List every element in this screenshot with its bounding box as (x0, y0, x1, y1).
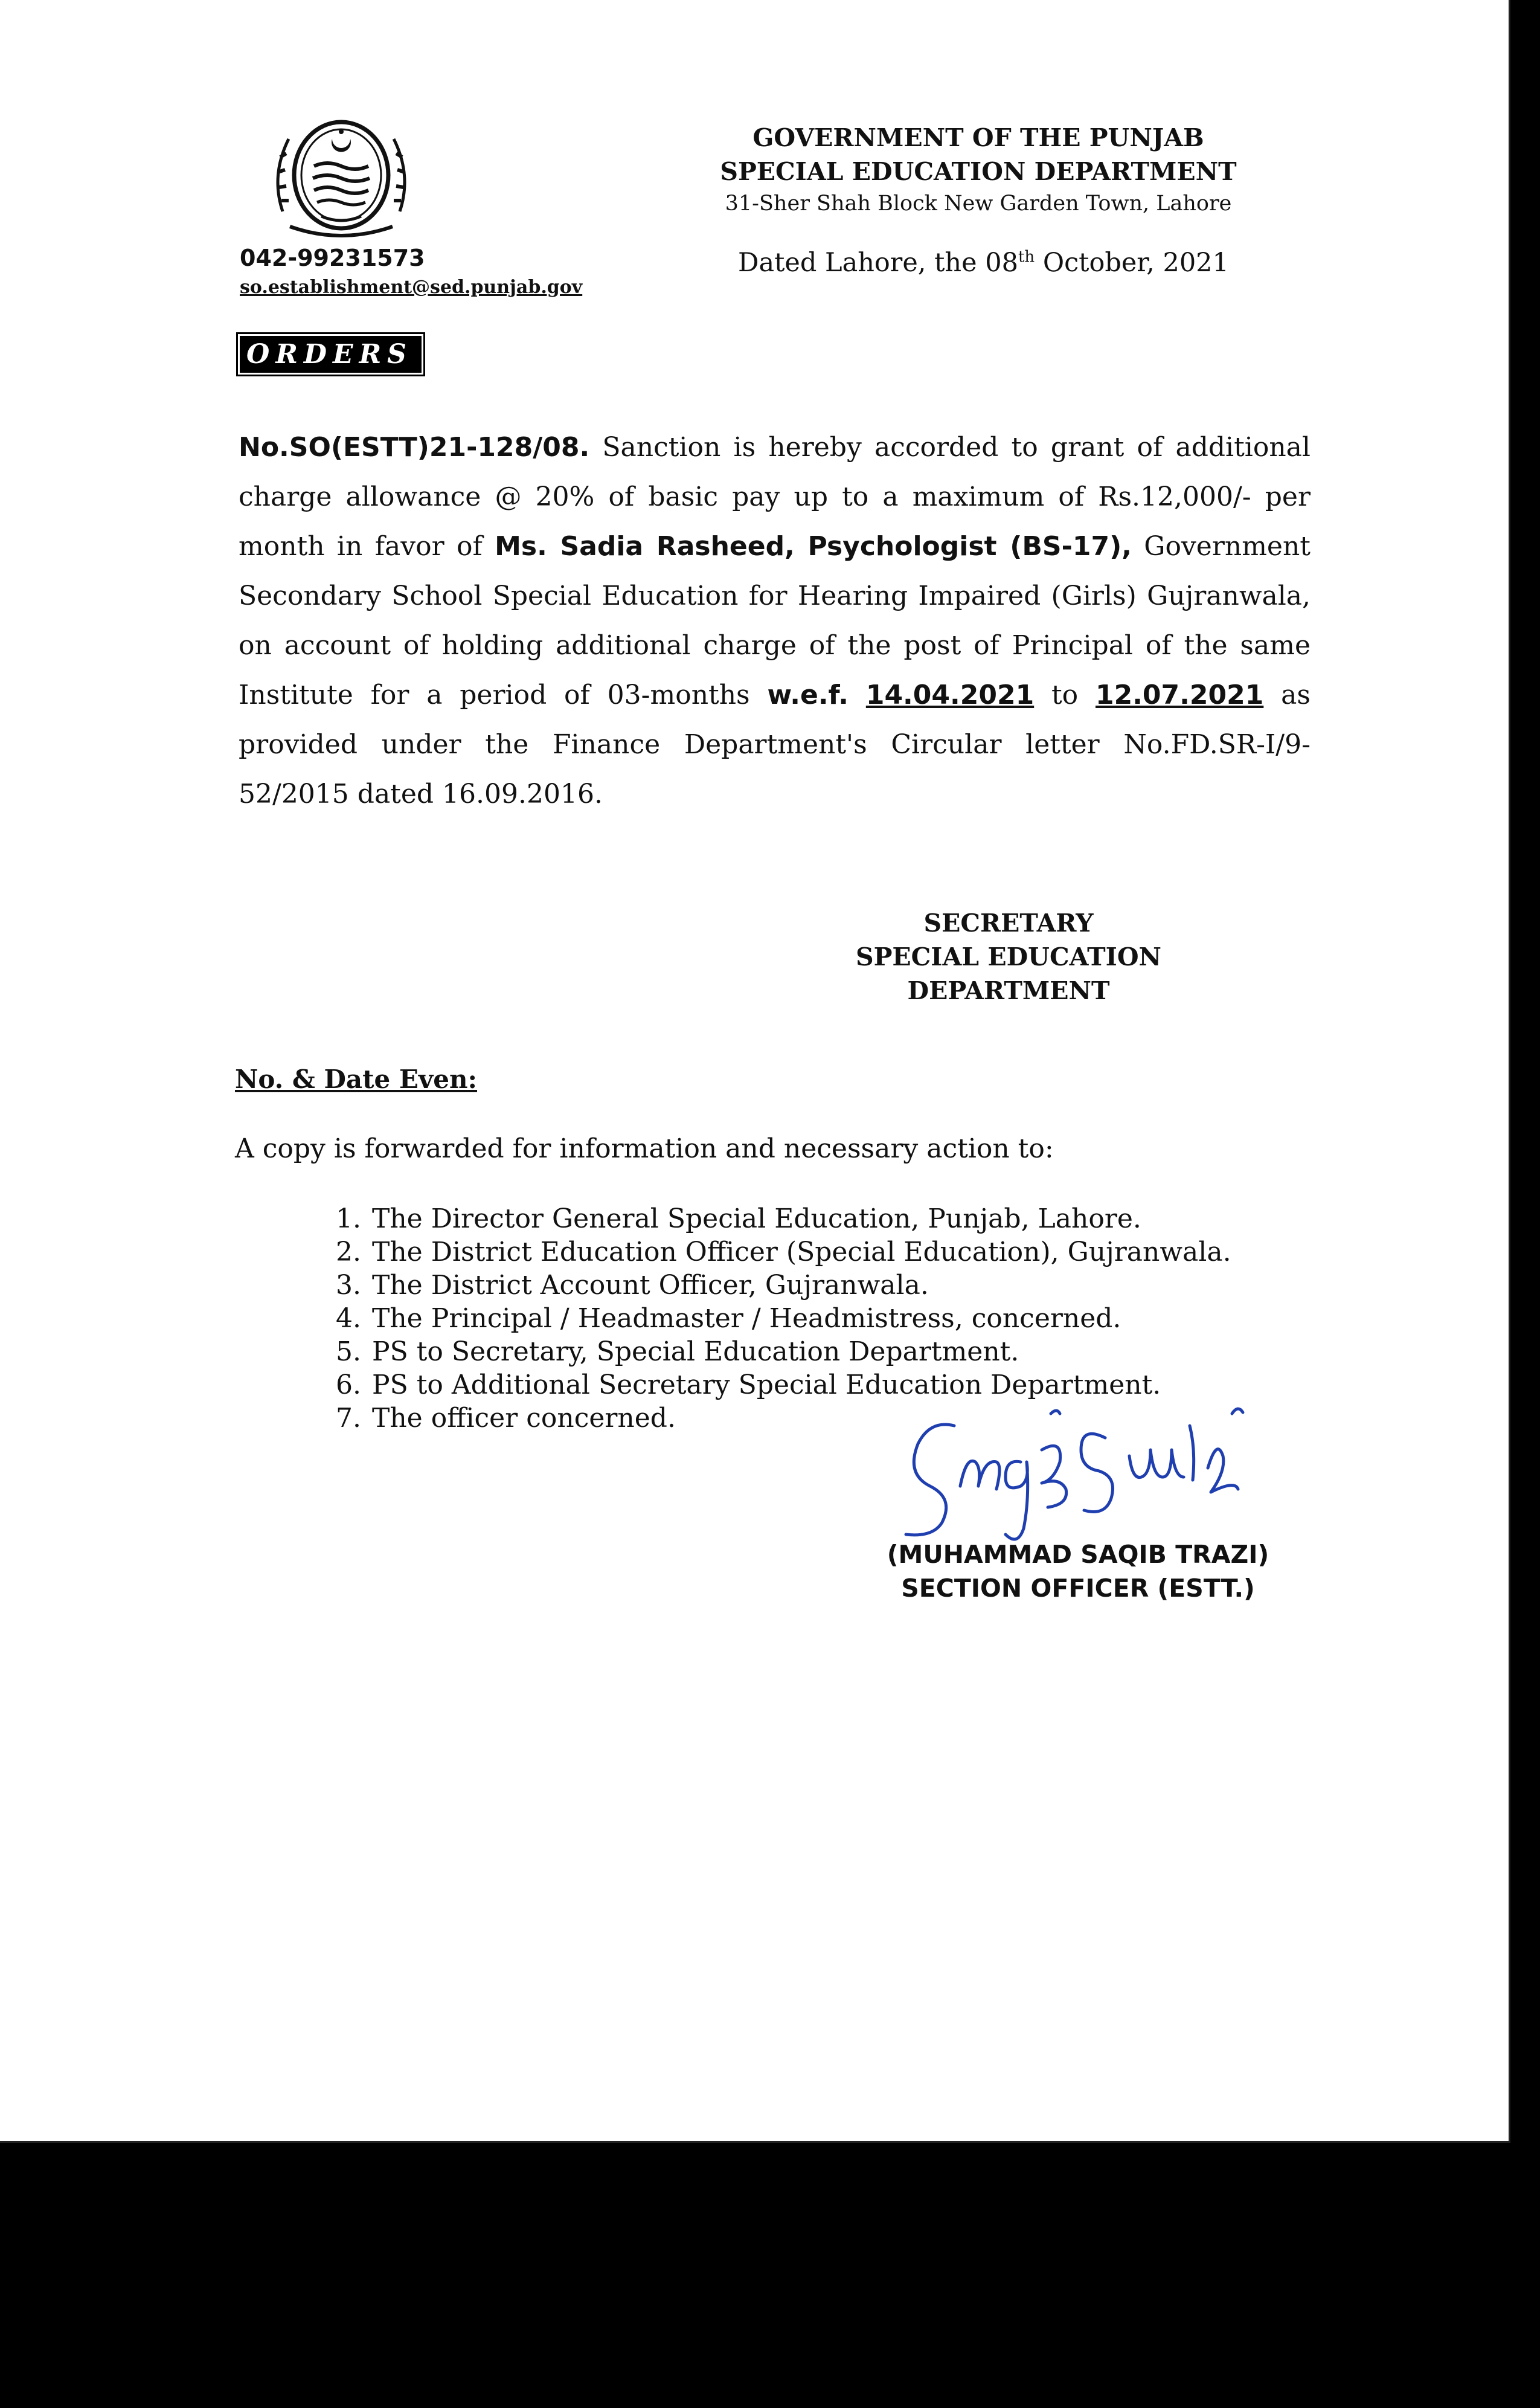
wef-label: w.e.f. (767, 680, 849, 710)
order-number: No.SO(ESTT)21-128/08. (239, 432, 590, 463)
date-suffix-sup: th (1018, 248, 1035, 266)
list-item (314, 1235, 1341, 1269)
list-item-text: PS to Secretary, Special Education Department. (372, 1336, 1019, 1367)
copy-forwarded-line: A copy is forwarded for information and necessary action to: (235, 1133, 1054, 1164)
no-date-even-heading: No. & Date Even: (235, 1064, 478, 1094)
government-title: GOVERNMENT OF THE PUNJAB (752, 123, 1204, 152)
section-officer-block (861, 1537, 1295, 1605)
list-item-number: 4. (336, 1303, 361, 1334)
secretary-signature-block (821, 906, 1196, 1008)
list-item-number: 3. (336, 1270, 361, 1301)
order-text-3: as provided under the Finance Department's Circular letter No.FD.SR-I/9-52/2015 dated 16.09.2016. (239, 680, 1311, 810)
signer-title: SECTION OFFICER (ESTT.) (901, 1574, 1255, 1603)
letter-date (738, 248, 1229, 278)
order-text-2: Government Secondary School Special Education for Hearing Impaired (Girls) Gujranwala, on account of holding additional charge of the post of Principal of the same Institute for a period of 03-months (239, 531, 1311, 710)
to-word: to (1034, 680, 1096, 710)
list-item-text: The Director General Special Education, Punjab, Lahore. (372, 1203, 1141, 1234)
orders-heading: ORDERS (240, 336, 422, 373)
date-prefix: Dated Lahore, the 08 (738, 248, 1018, 278)
list-item-number: 7. (336, 1403, 361, 1434)
secretary-line-1: SECRETARY (923, 909, 1094, 938)
list-item-text: PS to Additional Secretary Special Education Department. (372, 1370, 1161, 1400)
order-paragraph (239, 423, 1311, 819)
order-text-1: Sanction is hereby accorded to grant of additional charge allowance @ 20% of basic pay up to a maximum of Rs.12,000/- per month in favor of (239, 432, 1311, 562)
list-item (314, 1269, 1341, 1302)
department-title: SPECIAL EDUCATION DEPARTMENT (720, 157, 1237, 186)
department-address: 31-Sher Shah Block New Garden Town, Lahore (725, 192, 1232, 216)
list-item (314, 1202, 1341, 1235)
list-item-number: 6. (336, 1370, 361, 1400)
date-to: 12.07.2021 (1095, 680, 1264, 710)
secretary-line-3: DEPARTMENT (907, 976, 1110, 1005)
phone-number: 042-99231573 (240, 245, 425, 271)
punjab-seal-logo (266, 109, 417, 242)
person-name: Ms. Sadia Rasheed, Psychologist (BS-17), (495, 531, 1132, 562)
list-item-number: 2. (336, 1237, 361, 1267)
date-month-year: October, 2021 (1035, 248, 1229, 278)
list-item-text: The Principal / Headmaster / Headmistress, concerned. (372, 1303, 1121, 1334)
list-item-number: 5. (336, 1336, 361, 1367)
letterhead (664, 121, 1292, 219)
list-item (314, 1302, 1341, 1335)
list-item-text: The District Education Officer (Special Education), Gujranwala. (372, 1237, 1231, 1267)
list-item-text: The officer concerned. (372, 1403, 676, 1434)
email-address[interactable]: so.establishment@sed.punjab.gov (240, 277, 583, 298)
secretary-line-2: SPECIAL EDUCATION (855, 942, 1162, 971)
list-item-text: The District Account Officer, Gujranwala. (372, 1270, 929, 1301)
date-from: 14.04.2021 (865, 680, 1035, 710)
list-item-number: 1. (336, 1203, 361, 1234)
list-item (314, 1335, 1341, 1368)
signer-name: (MUHAMMAD SAQIB TRAZI) (887, 1540, 1269, 1569)
